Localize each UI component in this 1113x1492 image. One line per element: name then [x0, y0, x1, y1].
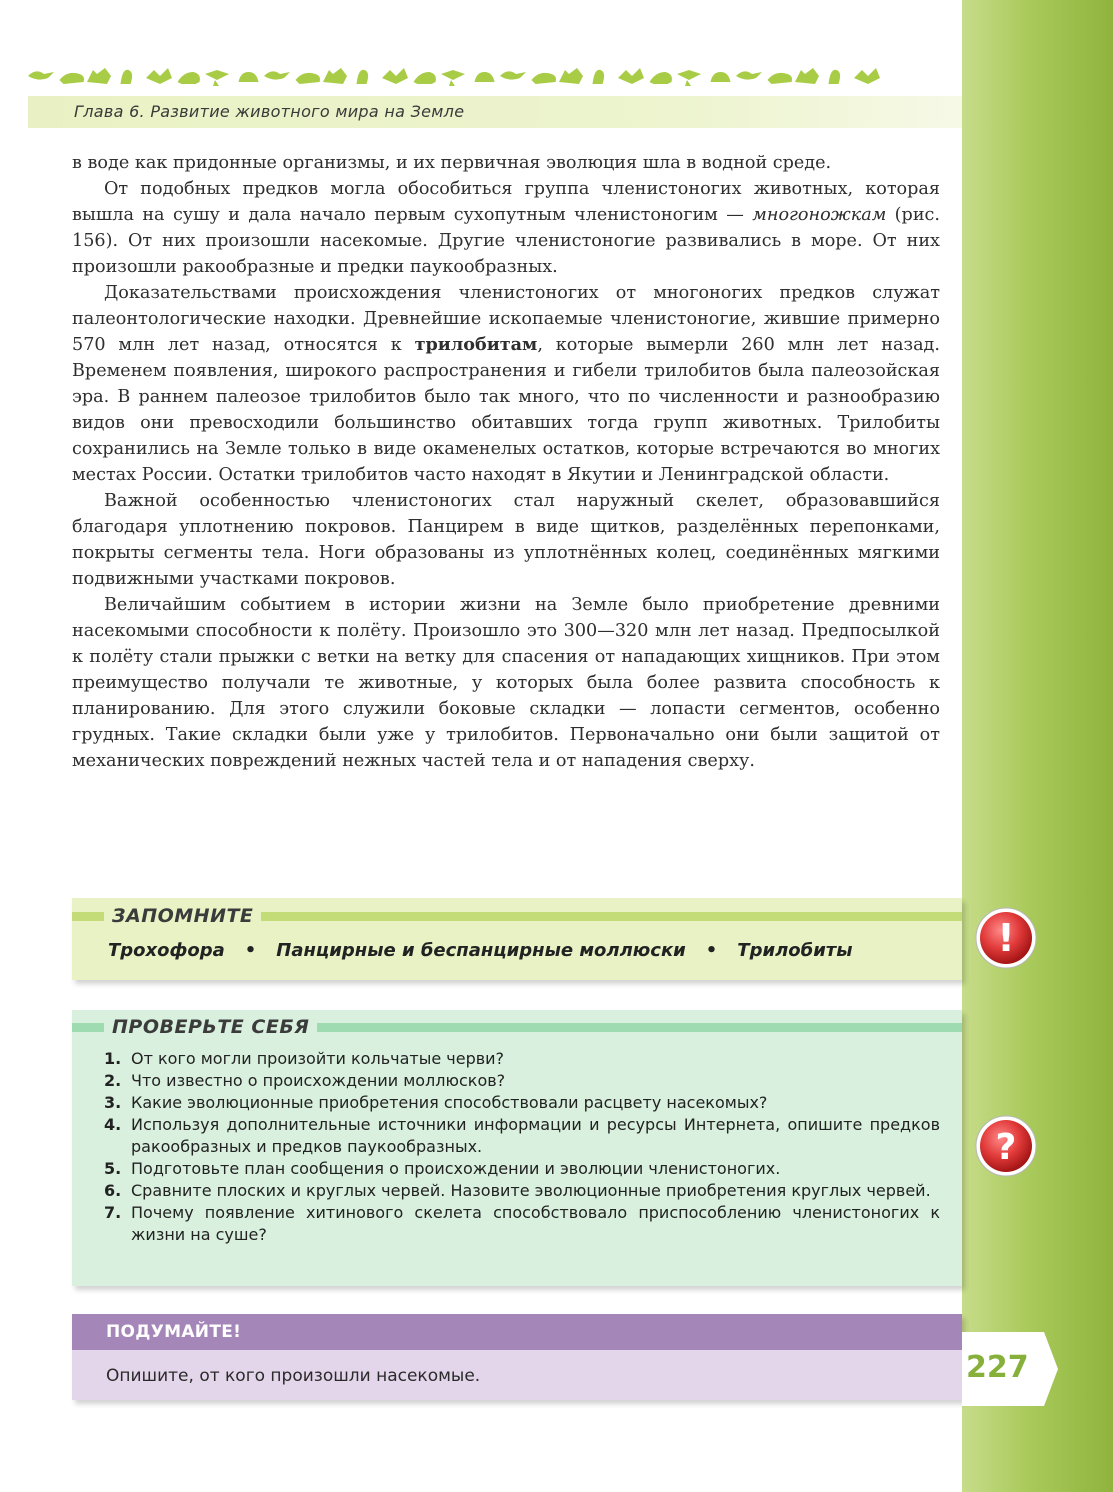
animal-silhouette	[414, 72, 436, 84]
animal-silhouette	[736, 71, 762, 79]
term: Панцирные и беспанцирные моллюски	[276, 940, 686, 961]
question-item	[104, 1202, 940, 1246]
text-span: Доказательствами происхождения членистоногих от многоногих предков служат палеонтологические находки. Древнейшие ископаемые членистоногие, жившие примерно 570 млн лет назад, относятся к	[72, 283, 940, 355]
animal-silhouette	[795, 68, 819, 84]
main-text	[72, 150, 940, 774]
question-text: Какие эволюционные приобретения способствовали расцвету насекомых?	[131, 1093, 768, 1112]
check-yourself-box	[72, 1010, 962, 1286]
paragraph	[72, 280, 940, 488]
animal-silhouette	[677, 70, 701, 86]
question-glyph: ?	[995, 1127, 1017, 1168]
question-number: 6.	[104, 1181, 122, 1200]
animal-silhouette	[323, 68, 347, 84]
paragraph: Важной особенностью членистоногих стал наружный скелет, образовавшийся благодаря уплотнению покровов. Панцирем в виде щитков, разделённых перепонками, покрыты сегменты тела. Ноги образованы из уплотнённых колец, соединённых мягкими подвижными участками покровов.	[72, 491, 940, 589]
term-separator: •	[244, 940, 257, 961]
chapter-header-bar	[28, 96, 962, 128]
side-color-strip	[962, 0, 1113, 1492]
page-number: 227	[966, 1350, 1029, 1385]
question-text: Почему появление хитинового скелета способствовало приспособлению членистоногих к жизни на суше?	[131, 1203, 940, 1244]
exclamation-sign-icon	[974, 906, 1038, 970]
question-number: 2.	[104, 1071, 122, 1090]
animal-silhouette	[60, 73, 85, 84]
chapter-title: Глава 6. Развитие животного мира на Земле	[74, 102, 465, 121]
animal-silhouette	[768, 73, 793, 84]
question-number: 3.	[104, 1093, 122, 1112]
question-item	[104, 1114, 940, 1158]
question-text: Используя дополнительные источники информации и ресурсы Интернета, опишите предков ракообразных и предков паукообразных.	[131, 1115, 940, 1156]
animal-silhouettes-border	[28, 62, 888, 90]
animal-silhouette	[711, 72, 731, 82]
think-header	[72, 1314, 962, 1350]
animal-silhouette	[382, 68, 408, 84]
paragraph: в воде как придонные организмы, и их первичная эволюция шла в водной среде.	[72, 153, 832, 173]
think-title: ПОДУМАЙТЕ!	[106, 1322, 242, 1342]
italic-term: многоножкам	[752, 205, 887, 225]
animal-silhouette	[650, 72, 672, 84]
question-item	[104, 1180, 940, 1202]
animal-silhouette	[264, 71, 290, 79]
remember-title: ЗАПОМНИТЕ	[104, 905, 261, 927]
text-span: , которые вымерли 260 млн лет назад. Временем появления, широкого распространения и гибели трилобитов была палеозойская эра. В раннем палеозое трилобитов было так много, что по численности и разнообразию видов они превосходили большинство обитавших тогда групп животных. Трилобиты сохранились на Земле только в виде окаменелых остатков, которые встречаются во многих местах России. Остатки трилобитов часто находят в Якутии и Ленинградской области.	[72, 335, 940, 485]
check-title: ПРОВЕРЬТЕ СЕБЯ	[104, 1016, 317, 1038]
animal-silhouette	[146, 68, 172, 84]
question-text: Подготовьте план сообщения о происхождении и эволюции членистоногих.	[131, 1159, 781, 1178]
paragraph: Величайшим событием в истории жизни на Земле было приобретение древними насекомыми способности к полёту. Произошло это 300—320 млн лет назад. Предпосылкой к полёту стали прыжки с ветки на ветку для спасения от нападающих хищников. При этом преимущество получали те животные, у которых была более развита способность к планированию. Для этого служили боковые складки — лопасти сегментов, особенно грудных. Такие складки были уже у трилобитов. Первоначально они были защитой от механических повреждений нежных частей тела и от нападения сверху.	[72, 595, 940, 771]
animal-silhouette	[559, 68, 583, 84]
question-item	[104, 1158, 940, 1180]
question-number: 4.	[104, 1115, 122, 1134]
question-item	[104, 1070, 940, 1092]
exclamation-glyph: !	[997, 916, 1015, 960]
animal-silhouette	[829, 70, 841, 84]
question-sign-icon	[974, 1114, 1038, 1178]
text-span: (рис. 156). От них произошли насекомые. Другие членистоногие развивались в море. От них произошли ракообразные и предки паукообразных.	[72, 205, 940, 277]
animal-silhouette	[178, 72, 200, 84]
animal-silhouette	[500, 71, 526, 79]
animal-silhouette	[87, 68, 111, 84]
animal-silhouette	[357, 70, 369, 84]
animal-silhouette	[239, 72, 259, 82]
animal-silhouette	[441, 70, 465, 86]
question-number: 7.	[104, 1203, 122, 1222]
question-text: От кого могли произойти кольчатые черви?	[131, 1049, 505, 1068]
term: Трилобиты	[737, 940, 853, 961]
question-text: Что известно о происхождении моллюсков?	[131, 1071, 506, 1090]
paragraph	[72, 176, 940, 280]
animal-silhouette	[532, 73, 557, 84]
questions-list	[104, 1048, 940, 1246]
animal-silhouette	[854, 68, 880, 84]
question-item	[104, 1092, 940, 1114]
remember-terms	[108, 940, 853, 961]
animal-silhouette	[121, 70, 133, 84]
animal-silhouette	[205, 70, 229, 86]
term: Трохофора	[108, 940, 225, 961]
remember-box	[72, 898, 962, 980]
think-task-text: Опишите, от кого произошли насекомые.	[106, 1366, 481, 1386]
term-separator: •	[705, 940, 718, 961]
animal-silhouette	[593, 70, 605, 84]
animal-silhouette	[296, 73, 321, 84]
text-span: От подобных предков могла обособиться группа членистоногих животных, которая вышла на сушу и дала начало первым сухопутным членистоногим —	[72, 179, 940, 225]
think-box	[72, 1314, 962, 1400]
animal-silhouette	[475, 72, 495, 82]
bold-term: трилобитам	[414, 334, 538, 355]
animal-silhouette	[618, 68, 644, 84]
animal-silhouette	[28, 71, 54, 79]
question-item	[104, 1048, 940, 1070]
question-number: 1.	[104, 1049, 122, 1068]
question-text: Сравните плоских и круглых червей. Назовите эволюционные приобретения круглых червей.	[131, 1181, 931, 1200]
question-number: 5.	[104, 1159, 122, 1178]
